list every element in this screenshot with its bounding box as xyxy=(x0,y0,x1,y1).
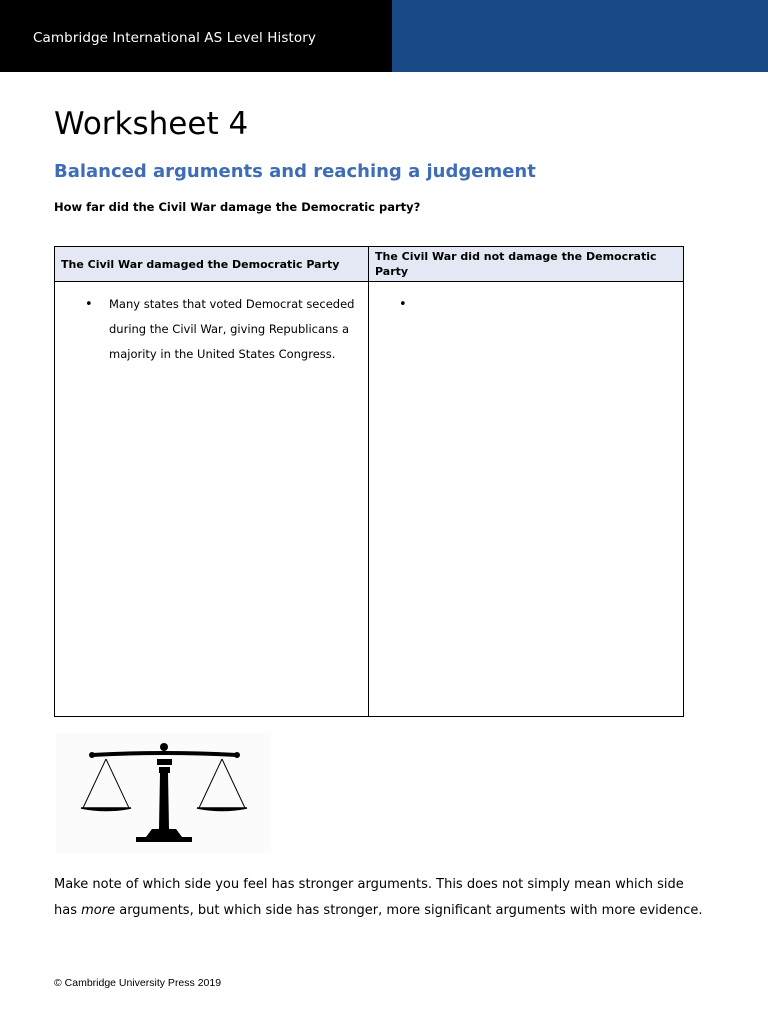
header-bar xyxy=(0,0,768,72)
table-header-row xyxy=(55,247,684,282)
damaged-bullet-list xyxy=(55,282,368,367)
header-not-damaged: The Civil War did not damage the Democratic Party xyxy=(369,247,684,282)
worksheet-title: Worksheet 4 xyxy=(54,106,249,142)
note-part-1: Make note of which side you feel has stronger arguments. This does not simply mean which side has xyxy=(54,877,684,918)
list-item xyxy=(399,292,673,317)
not-damaged-bullet-list xyxy=(369,282,683,317)
column-not-damaged[interactable] xyxy=(369,282,684,717)
arguments-table xyxy=(54,246,684,717)
copyright-footer: © Cambridge University Press 2019 xyxy=(54,977,222,989)
scales-of-justice-icon xyxy=(56,733,271,853)
header-blue-panel xyxy=(392,0,768,72)
header-damaged: The Civil War damaged the Democratic Party xyxy=(55,247,369,282)
note-emphasis: more xyxy=(81,903,116,918)
worksheet-subtitle: Balanced arguments and reaching a judgement xyxy=(54,161,536,182)
list-item: • Many states that voted Democrat seceded during the Civil War, giving Republicans a majority in the United States Congress. xyxy=(109,292,358,367)
header-title: Cambridge International AS Level History xyxy=(33,30,316,46)
column-damaged[interactable] xyxy=(55,282,369,717)
worksheet-question: How far did the Civil War damage the Democratic party? xyxy=(54,200,421,214)
note-part-2: arguments, but which side has stronger, more significant arguments with more evidence. xyxy=(115,903,703,918)
instruction-note xyxy=(54,872,704,924)
table-row xyxy=(55,282,684,717)
